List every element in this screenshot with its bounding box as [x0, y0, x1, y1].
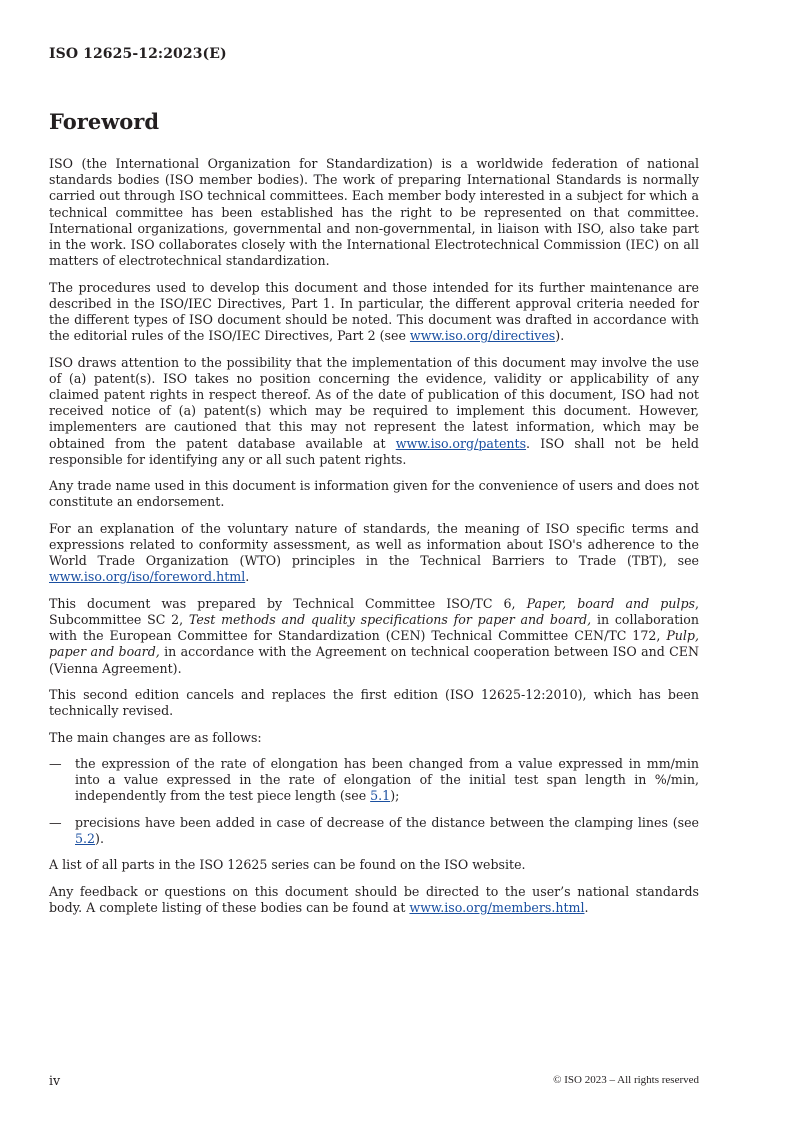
paragraph-text: in collaboration with the European Committee for Standardization (CEN) Technical Committee CEN/TC 172,: [49, 612, 699, 644]
subcommittee-title: Test methods and quality specifications for paper and board,: [188, 612, 592, 628]
dash-bullet: —: [49, 756, 62, 771]
paragraph-trade-name: Any trade name used in this document is information given for the convenience of users and does not constitute an endorsement.: [49, 478, 699, 510]
dash-bullet: —: [49, 814, 62, 830]
paragraph-text: ).: [555, 328, 565, 344]
clause-link-5-1[interactable]: 5.1: [370, 788, 391, 804]
paragraph-procedures: [49, 280, 699, 345]
directives-link[interactable]: www.iso.org/directives: [409, 328, 556, 344]
paragraph-edition: This second edition cancels and replaces the first edition (ISO 12625-12:2010), which has been technically revised.: [49, 687, 699, 719]
clause-link-5-2[interactable]: 5.2: [75, 831, 96, 846]
list-item: [49, 815, 699, 847]
paragraph-text: . ISO shall not be held responsible for identifying any or all such patent rights.: [49, 435, 699, 467]
list-item: [49, 756, 699, 805]
foreword-body: [49, 156, 699, 926]
paragraph-text: This document was prepared by Technical Committee ISO/TC 6,: [49, 595, 527, 611]
members-link[interactable]: www.iso.org/members.html: [409, 899, 585, 915]
paragraph-iso-intro: ISO (the International Organization for Standardization) is a worldwide federation of national standards bodies (ISO member bodies). The work of preparing International Standards is normally carried out through ISO technical committees. Each member body interested in a subject for which a technical committee has been established has the right to be represented on that committee. International organizations, governmental and non-governmental, in liaison with ISO, also take part in the work. ISO collaborates closely with the International Electrotechnical Commission (IEC) on all matters of electrotechnical standardization.: [49, 156, 699, 269]
paragraph-text: .: [584, 899, 589, 915]
list-item-text: ).: [95, 831, 104, 846]
paragraph-text: in accordance with the Agreement on technical cooperation between ISO and CEN (Vienna Agreement).: [49, 644, 700, 676]
paragraph-text: .: [245, 569, 250, 585]
list-item-text: the expression of the rate of elongation has been changed from a value expressed in mm/min into a value expressed in the rate of elongation of the initial test span length in %/min, independently from the test piece length (see: [75, 756, 699, 804]
copyright-notice: © ISO 2023 – All rights reserved: [553, 1074, 699, 1086]
foreword-link[interactable]: www.iso.org/iso/foreword.html: [49, 569, 246, 585]
paragraph-text: For an explanation of the voluntary nature of standards, the meaning of ISO specific terms and expressions related to conformity assessment, as well as information about ISO's adherence to the World Trade Organization (WTO) principles in the Technical Barriers to Trade (TBT), see: [49, 520, 699, 569]
changes-list: [49, 756, 699, 847]
list-item-text: precisions have been added in case of decrease of the distance between the clamping lines (see: [75, 814, 699, 830]
page-title: Foreword: [49, 109, 160, 134]
paragraph-text: Any feedback or questions on this document should be directed to the user’s national standards body. A complete listing of these bodies can be found at: [49, 883, 699, 915]
document-id: ISO 12625-12:2023(E): [49, 46, 227, 62]
paragraph-voluntary-nature: [49, 521, 699, 586]
paragraph-feedback: [49, 884, 699, 916]
paragraph-text: The procedures used to develop this document and those intended for its further maintenance are described in the ISO/IEC Directives, Part 1. In particular, the different approval criteria needed for the different types of ISO document should be noted. This document was drafted in accordance with the editorial rules of the ISO/IEC Directives, Part 2 (see: [49, 279, 699, 344]
paragraph-series-list: A list of all parts in the ISO 12625 series can be found on the ISO website.: [49, 857, 526, 873]
list-item-text: );: [390, 788, 400, 804]
paragraph-text: , Subcommittee SC 2,: [49, 595, 699, 628]
paragraph-main-changes: The main changes are as follows:: [49, 729, 262, 745]
cen-committee-title: Pulp, paper and board,: [49, 628, 699, 660]
paragraph-patents: [49, 355, 699, 468]
patents-link[interactable]: www.iso.org/patents: [395, 435, 527, 451]
paragraph-text: ISO draws attention to the possibility that the implementation of this document may involve the use of (a) patent(s). ISO takes no position concerning the evidence, validity or applicability of any claimed patent rights in respect thereof. As of the date of publication of this document, ISO had not received notice of (a) patent(s) which may be required to implement this document. However, implementers are cautioned that this may not represent the latest information, which may be obtained from the patent database available at: [49, 354, 699, 451]
paragraph-prepared-by: [49, 596, 699, 677]
committee-title: Paper, board and pulps: [526, 595, 695, 611]
page-number: iv: [49, 1073, 61, 1088]
